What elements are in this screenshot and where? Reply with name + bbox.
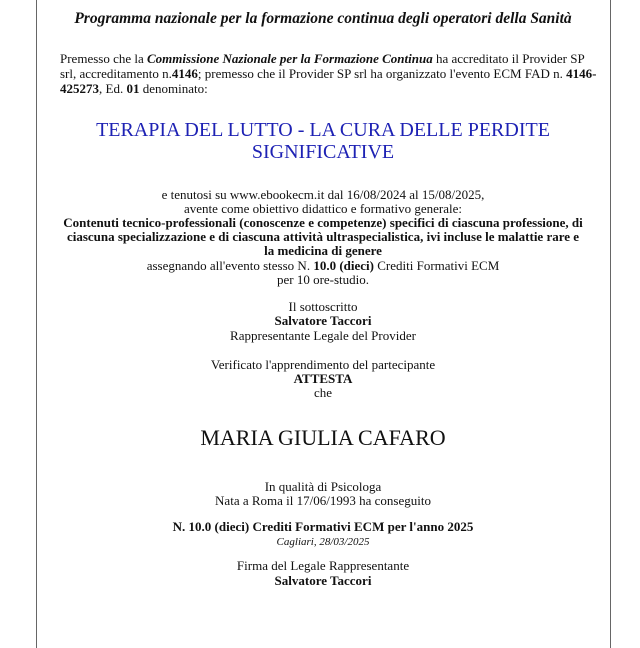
- intro-paragraph: [60, 51, 600, 96]
- intro-text: ha accreditato il Provider SP srl, accreditamento n.: [60, 51, 585, 81]
- signature-label: Firma del Legale Rappresentante: [236, 558, 410, 573]
- place-date: Cagliari, 28/03/2025: [276, 536, 370, 548]
- intro-text: denominato:: [139, 81, 208, 96]
- signer-intro: Il sottoscritto: [288, 299, 358, 314]
- edition-number: 01: [126, 81, 140, 96]
- objective-line: la medicina di genere: [264, 243, 382, 258]
- event-number: 4146-425273: [60, 66, 597, 96]
- verified-text: Verificato l'apprendimento del partecipante: [210, 357, 436, 372]
- intro-text: ; premesso che il Provider SP srl ha organizzato l'evento ECM FAD n.: [197, 66, 567, 81]
- signer-name: Salvatore Taccori: [274, 313, 372, 328]
- hours: per 10 ore-studio.: [276, 272, 370, 287]
- attesta: ATTESTA: [293, 371, 353, 386]
- objective-line: ciascuna specializzazione e di ciascuna attività ultraspecialistica, ivi incluse le malattie rare e: [66, 229, 580, 244]
- credits-value: 10.0 (dieci): [313, 258, 374, 273]
- commission-name: Commissione Nazionale per la Formazione Continua: [147, 51, 433, 66]
- birth-info: Nata a Roma il 17/06/1993 ha conseguito: [215, 493, 431, 508]
- credits-text: Crediti Formativi ECM: [373, 258, 500, 273]
- signature-name: Salvatore Taccori: [274, 573, 372, 588]
- event-title-line2: SIGNIFICATIVE: [251, 141, 395, 163]
- che: che: [313, 385, 333, 400]
- program-header: Programma nazionale per la formazione continua degli operatori della Sanità: [74, 10, 572, 27]
- event-dates: e tenutosi su www.ebookecm.it dal 16/08/2024 al 15/08/2025,: [161, 187, 485, 202]
- intro-text: Premesso che la: [60, 51, 148, 66]
- event-title-line1: TERAPIA DEL LUTTO - LA CURA DELLE PERDITE: [96, 119, 550, 141]
- credits-line: [40, 259, 606, 273]
- credits-awarded: N. 10.0 (dieci) Crediti Formativi ECM per l'anno 2025: [172, 519, 474, 534]
- credits-text: assegnando all'evento stesso N.: [146, 258, 314, 273]
- objective-intro: avente come obiettivo didattico e formativo generale:: [184, 201, 462, 216]
- intro-text: , Ed.: [99, 81, 127, 96]
- objective-line: Contenuti tecnico-professionali (conoscenze e competenze) specifici di ciascuna professione, di: [63, 215, 583, 230]
- accreditation-number: 4146: [171, 66, 198, 81]
- qualification: In qualità di Psicologa: [264, 479, 382, 494]
- signer-role: Rappresentante Legale del Provider: [230, 328, 416, 343]
- participant-name: MARIA GIULIA CAFARO: [200, 425, 446, 450]
